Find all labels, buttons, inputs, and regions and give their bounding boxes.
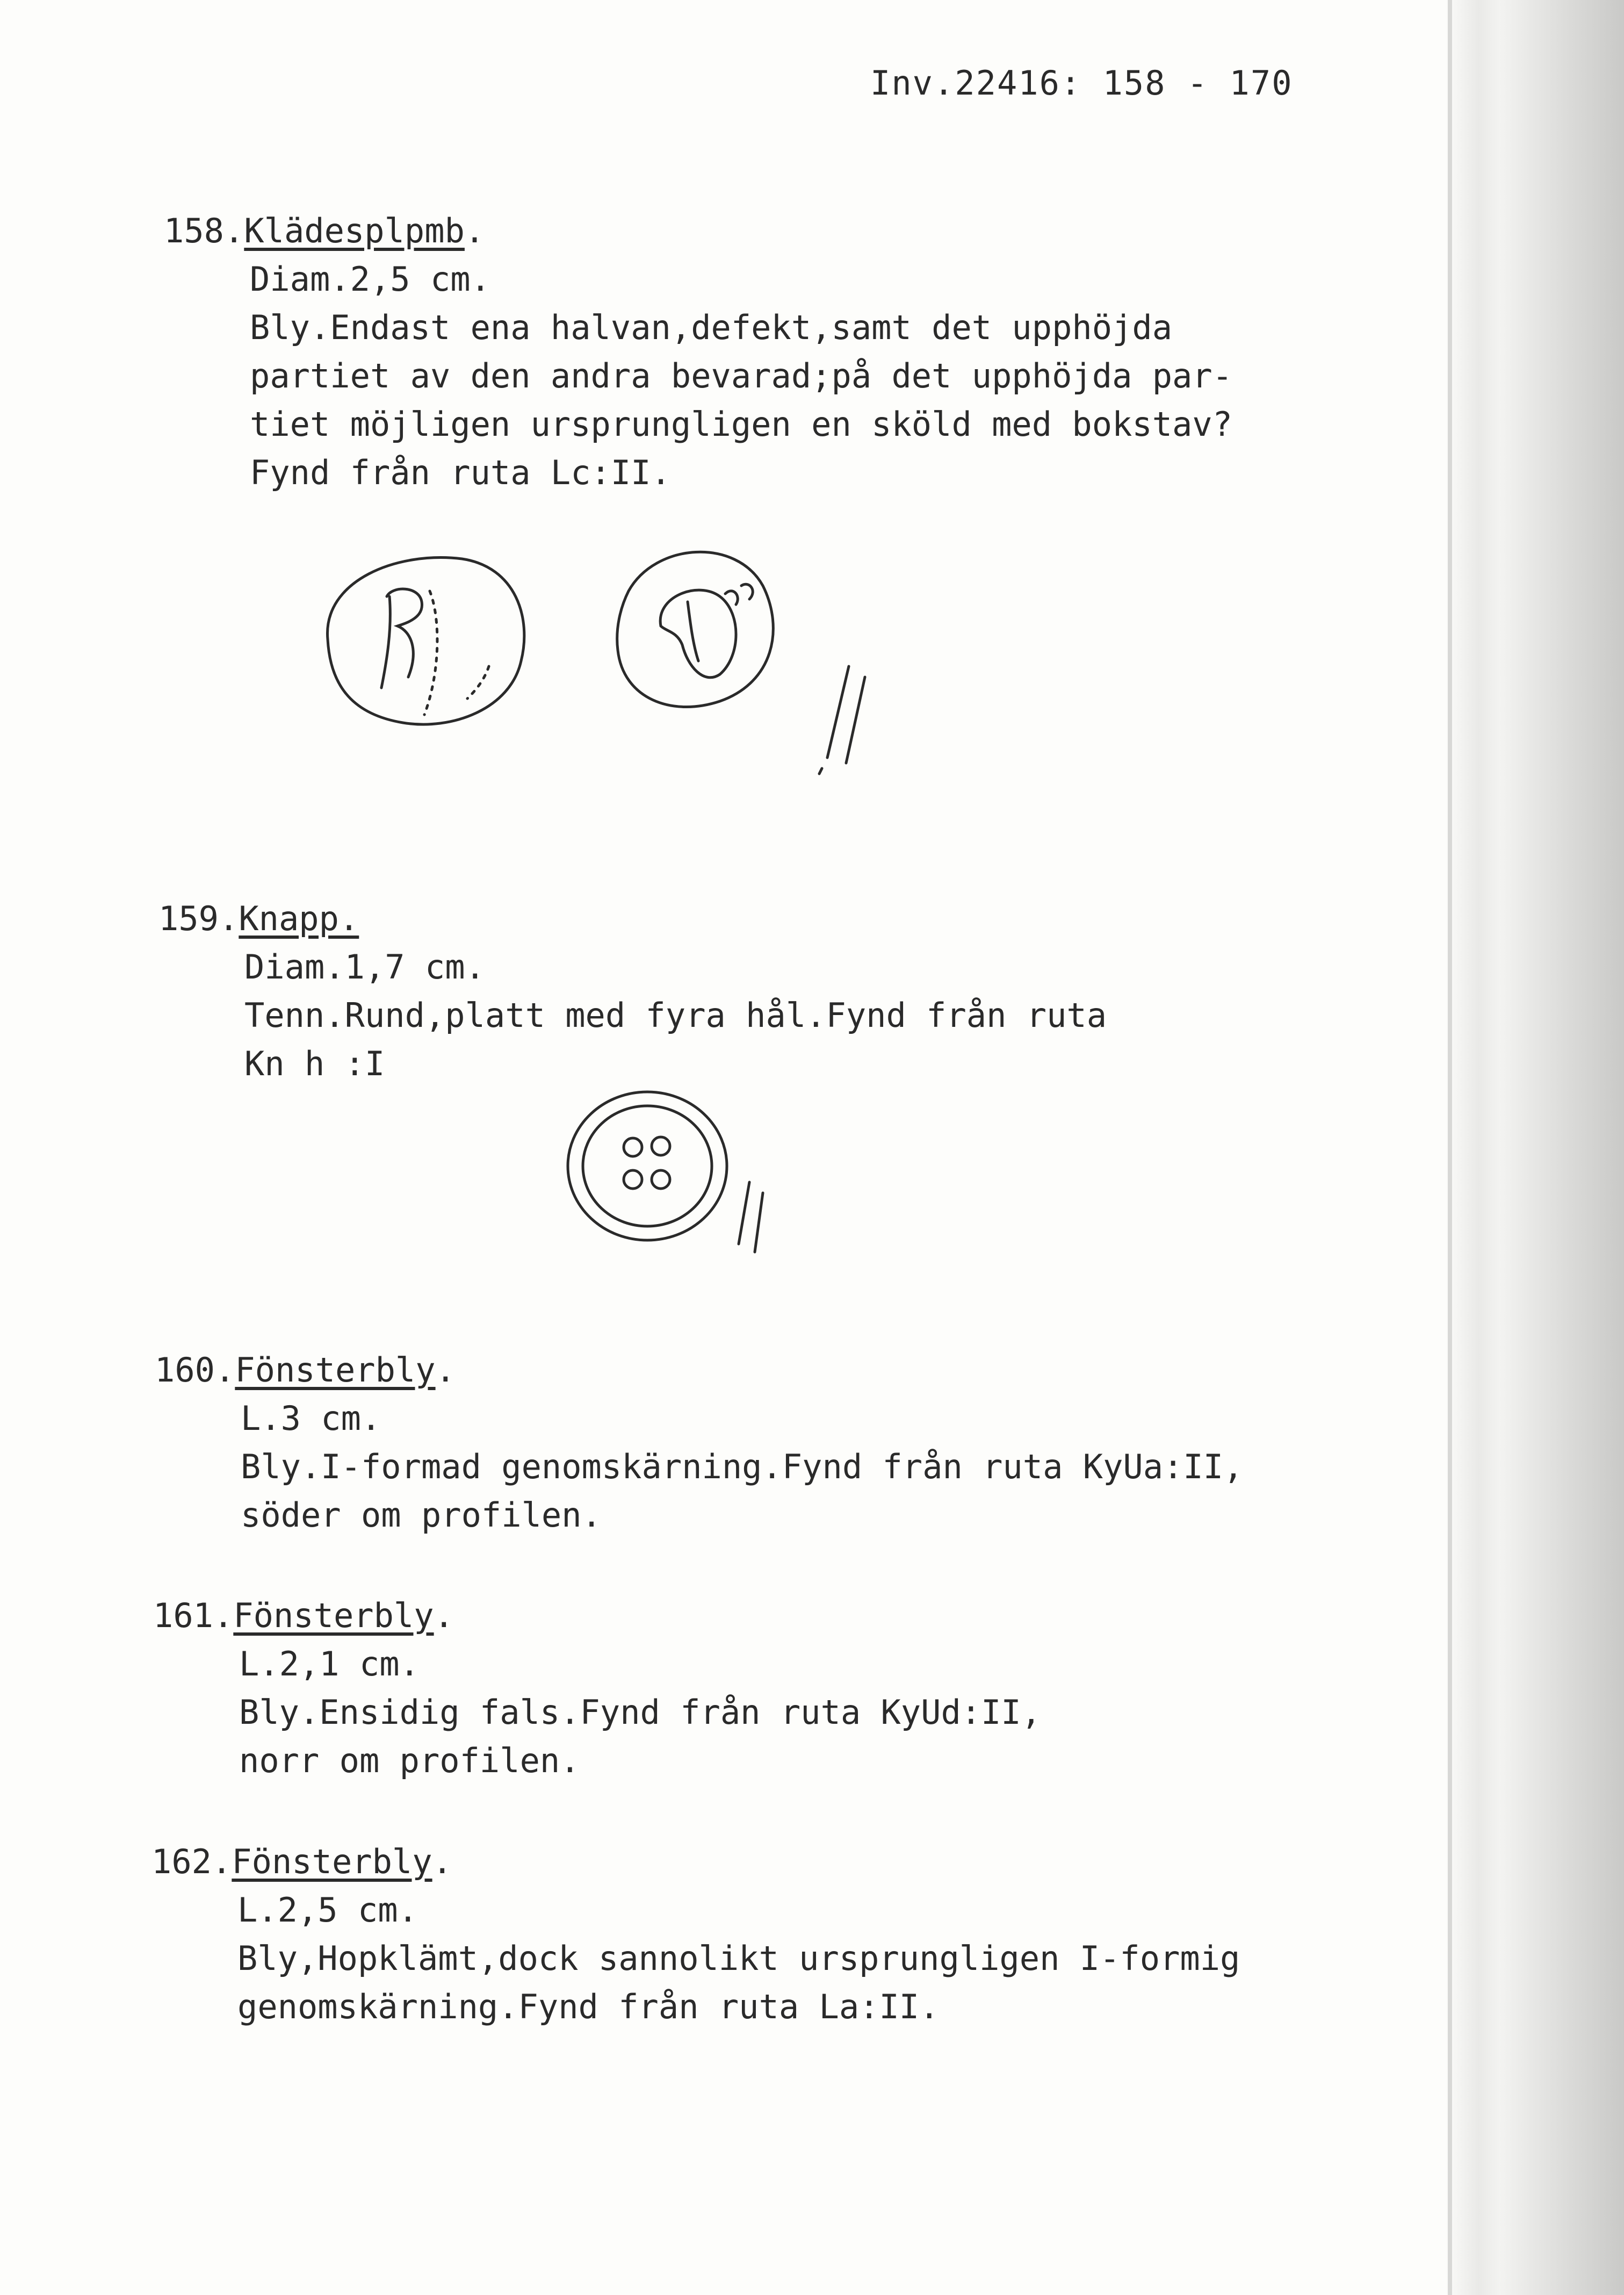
- entry-line: tiet möjligen ursprungligen en sköld med bokstav?: [250, 405, 1233, 444]
- entry-160: 160.Fönsterbly. L.3 cm. Bly.I-formad genomskärning.Fynd från ruta KyUa:II, söder om profilen.: [155, 1346, 1243, 1539]
- inventory-number: Inv.22416: 158 - 170: [870, 63, 1293, 103]
- entry-number: 162.: [151, 1842, 232, 1881]
- entry-line: genomskärning.Fynd från ruta La:II.: [237, 1987, 940, 2026]
- entry-158: 158.Klädesplpmb. Diam.2,5 cm. Bly.Endast ena halvan,defekt,samt det upphöjda partiet av den andra bevarad;på det upphöjda par- tiet möjligen ursprungligen en sköld med bokstav? Fynd från ruta Lc:II.: [164, 207, 1232, 497]
- page-fold: [1448, 0, 1452, 2295]
- button-sketch-icon: [559, 1083, 774, 1260]
- entry-line: Diam.2,5 cm.: [250, 260, 490, 299]
- entry-line: Kn h :I: [244, 1044, 385, 1083]
- entry-title: Knapp.: [239, 899, 359, 938]
- entry-line: Bly.Ensidig fals.Fynd från ruta KyUd:II,: [239, 1693, 1042, 1732]
- entry-title: Klädesplpmb: [244, 211, 465, 250]
- entry-title: Fönsterbly: [235, 1350, 436, 1390]
- entry-title: Fönsterbly: [232, 1842, 432, 1881]
- entry-162: 162.Fönsterbly. L.2,5 cm. Bly,Hopklämt,dock sannolikt ursprungligen I-formig genomskärning.Fynd från ruta La:II.: [151, 1838, 1240, 2031]
- entry-line: norr om profilen.: [239, 1741, 580, 1780]
- lead-seal-sketch-icon: [312, 537, 903, 779]
- entry-line: Bly.Endast ena halvan,defekt,samt det upphöjda: [250, 308, 1173, 347]
- entry-line: Tenn.Rund,platt med fyra hål.Fynd från ruta: [244, 996, 1107, 1035]
- entry-line: L.2,5 cm.: [237, 1890, 418, 1930]
- entry-line: L.3 cm.: [241, 1399, 381, 1438]
- entry-line: söder om profilen.: [241, 1495, 602, 1535]
- entry-line: Fynd från ruta Lc:II.: [250, 453, 671, 492]
- entry-line: Bly.I-formad genomskärning.Fynd från ruta KyUa:II,: [241, 1447, 1244, 1486]
- entry-number: 161.: [153, 1596, 234, 1635]
- entry-number: 160.: [155, 1350, 235, 1390]
- entry-line: partiet av den andra bevarad;på det upphöjda par-: [250, 356, 1233, 395]
- entry-161: 161.Fönsterbly. L.2,1 cm. Bly.Ensidig fals.Fynd från ruta KyUd:II, norr om profilen.: [153, 1592, 1041, 1785]
- entry-line: Diam.1,7 cm.: [244, 947, 485, 987]
- entry-line: Bly,Hopklämt,dock sannolikt ursprungligen I-formig: [237, 1939, 1240, 1978]
- entry-line: L.2,1 cm.: [239, 1644, 420, 1684]
- entry-title: Fönsterbly: [233, 1596, 434, 1635]
- entry-number: 159.: [158, 899, 239, 938]
- page-edge: [1447, 0, 1624, 2295]
- entry-number: 158.: [164, 211, 244, 250]
- entry-159: [158, 895, 1107, 1088]
